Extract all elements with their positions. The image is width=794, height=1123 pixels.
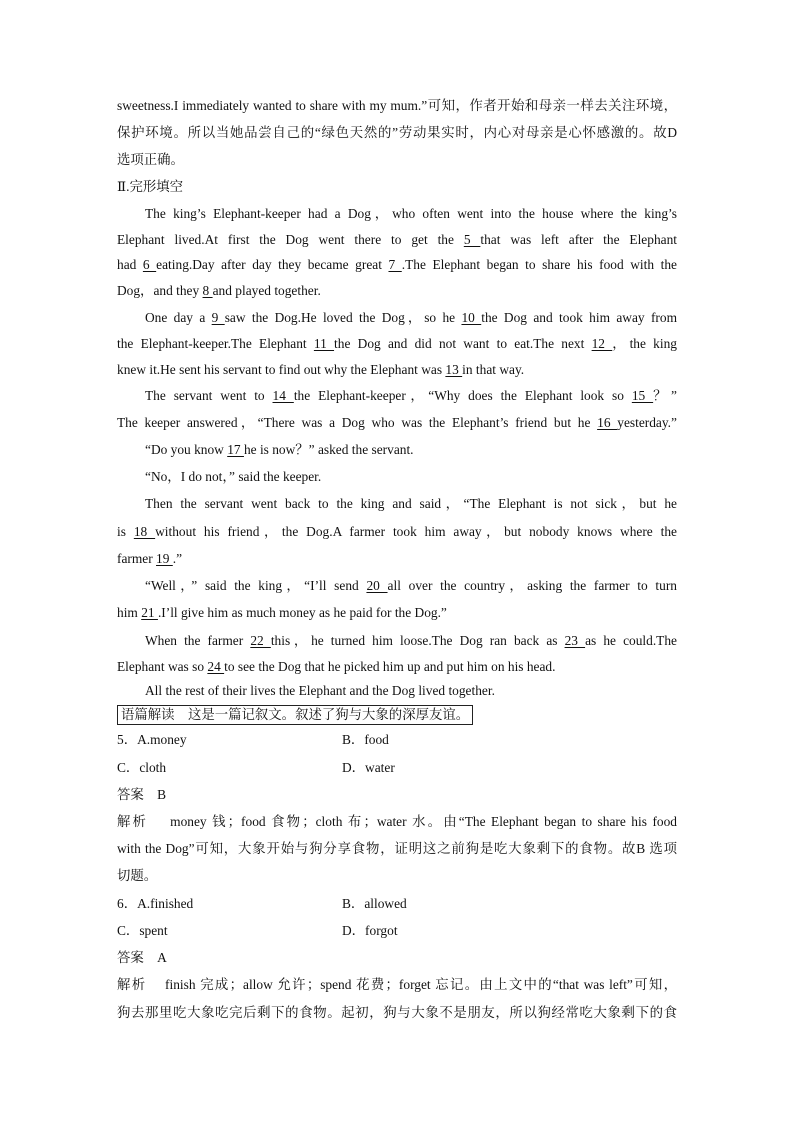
passage-line: The keeper answered，“There was a Dog who was the Elephant’s friend but he 16 yesterday.” (117, 415, 677, 430)
summary-box: 语篇解读 这是一篇记叙文。叙述了狗与大象的深厚友谊。 (117, 705, 473, 725)
intro-line-1: sweetness.I immediately wanted to share with my mum.”可知，作者开始和母亲一样去关注环境， (117, 98, 677, 113)
blank-10[interactable]: 10 (461, 310, 482, 325)
blank-22[interactable]: 22 (250, 633, 271, 648)
q6-explanation-line: 狗去那里吃大象吃完后剩下的食物。起初，狗与大象不是朋友，所以狗经常吃大象剩下的食 (117, 1005, 677, 1020)
q6-option-d[interactable]: D．forgot (342, 923, 398, 938)
passage-line: The king’s Elephant-keeper had a Dog，who often went into the house where the king’s (145, 206, 677, 221)
passage-line: knew it.He sent his servant to find out why the Elephant was 13 in that way. (117, 362, 525, 377)
q6-answer: 答案 A (117, 950, 167, 965)
passage-line: One day a 9 saw the Dog.He loved the Dog，so he 10 the Dog and took him away from (145, 310, 677, 325)
q5-explanation-line: 解析 money 钱；food 食物；cloth 布；water 水。由“The Elephant began to share his food (117, 814, 677, 829)
blank-9[interactable]: 9 (211, 310, 225, 325)
blank-14[interactable]: 14 (272, 388, 294, 403)
q5-answer: 答案 B (117, 787, 167, 802)
passage-line: Dog，and they 8 and played together. (117, 283, 321, 298)
q6-explanation-line: 解析 finish 完成；allow 允许；spend 花费；forget 忘记。由上文中的“that was left”可知， (117, 977, 677, 992)
blank-15[interactable]: 15 (631, 388, 654, 403)
passage-line: “Well，” said the king，“I’ll send 20 all over the country，asking the farmer to turn (145, 578, 677, 593)
blank-13[interactable]: 13 (445, 362, 463, 377)
q5-option-b[interactable]: B．food (342, 732, 389, 747)
passage-line: had 6 eating.Day after day they became great 7 .The Elephant began to share his food with the (117, 257, 677, 272)
blank-19[interactable]: 19 (156, 551, 173, 566)
q5-option-c[interactable]: C．cloth (117, 760, 167, 775)
blank-16[interactable]: 16 (597, 415, 618, 430)
passage-line: “Do you know 17 he is now？” asked the servant. (145, 442, 414, 457)
blank-6[interactable]: 6 (142, 257, 157, 272)
blank-7[interactable]: 7 (388, 257, 402, 272)
passage-line: farmer 19 .” (117, 551, 183, 566)
passage-line: is 18 without his friend，the Dog.A farmer took him away，but nobody knows where the (117, 524, 677, 539)
blank-21[interactable]: 21 (141, 605, 158, 620)
q6-option-c[interactable]: C．spent (117, 923, 168, 938)
passage-line: The servant went to 14 the Elephant-keeper，“Why does the Elephant look so 15 ？” (145, 388, 678, 403)
blank-18[interactable]: 18 (133, 524, 156, 539)
blank-11[interactable]: 11 (313, 336, 335, 351)
blank-12[interactable]: 12 (591, 336, 613, 351)
passage-line: Elephant lived.At first the Dog went there to get the 5 that was left after the Elephant (117, 232, 678, 247)
passage-line: the Elephant-keeper.The Elephant 11 the Dog and did not want to eat.The next 12 ，the king (117, 336, 677, 351)
passage-line: All the rest of their lives the Elephant and the Dog lived together. (145, 683, 495, 698)
passage-line: him 21 .I’ll give him as much money as he paid for the Dog.” (117, 605, 447, 620)
blank-5[interactable]: 5 (463, 232, 481, 247)
q5-explanation-line: 切题。 (117, 868, 158, 883)
intro-line-3: 选项正确。 (117, 152, 184, 167)
passage-line: Then the servant went back to the king and said，“The Elephant is not sick，but he (145, 496, 677, 511)
passage-line: “No，I do not，” said the keeper. (145, 469, 322, 484)
q5-option-d[interactable]: D．water (342, 760, 395, 775)
blank-24[interactable]: 24 (207, 659, 225, 674)
q5-option-a[interactable]: 5．A.money (117, 732, 187, 747)
q6-option-a[interactable]: 6．A.finished (117, 896, 194, 911)
q5-explanation-line: with the Dog”可知，大象开始与狗分享食物，证明这之前狗是吃大象剩下的食物。故B 选项 (117, 841, 677, 856)
q6-option-b[interactable]: B．allowed (342, 896, 407, 911)
blank-23[interactable]: 23 (564, 633, 586, 648)
blank-8[interactable]: 8 (202, 283, 213, 298)
blank-17[interactable]: 17 (227, 442, 244, 457)
section-title: Ⅱ.完形填空 (117, 179, 184, 194)
passage-line: When the farmer 22 this，he turned him loose.The Dog ran back as 23 as he could.The (145, 633, 677, 648)
blank-20[interactable]: 20 (366, 578, 388, 593)
passage-line: Elephant was so 24 to see the Dog that he picked him up and put him on his head. (117, 659, 556, 674)
intro-line-2: 保护环境。所以当她品尝自己的“绿色天然的”劳动果实时，内心对母亲是心怀感激的。故D (117, 125, 677, 140)
